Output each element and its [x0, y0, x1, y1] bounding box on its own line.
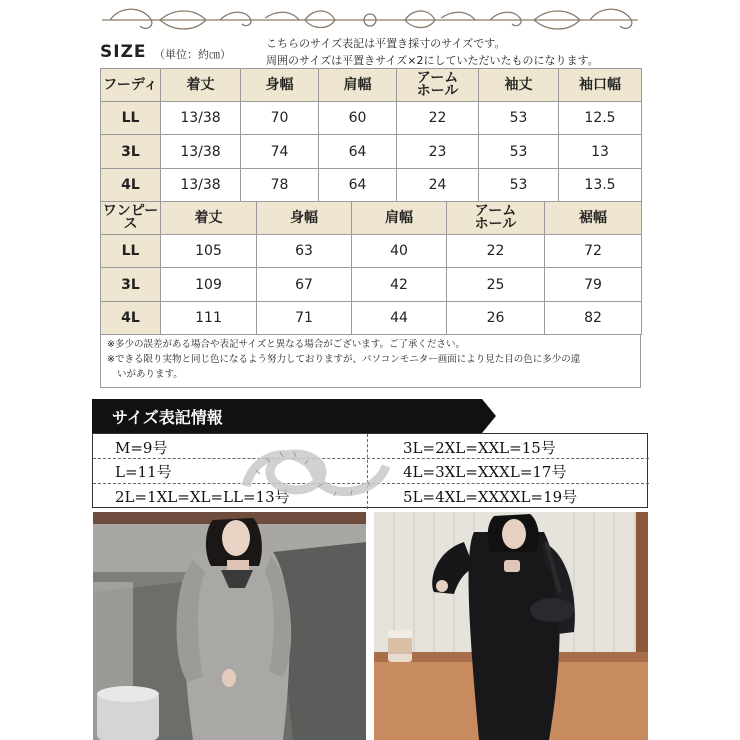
- table-cell: 72: [545, 235, 642, 268]
- size-info-title: サイズ表記情報: [112, 408, 223, 427]
- measuring-tape-icon: [236, 436, 396, 502]
- table-cell: 53: [479, 102, 559, 135]
- size-label: 4L: [101, 169, 161, 202]
- table-cell: 60: [319, 102, 397, 135]
- remarks-box: [100, 334, 641, 388]
- hoodie-size-table: [100, 68, 642, 202]
- table-cell: 40: [352, 235, 447, 268]
- size-label: LL: [101, 235, 161, 268]
- table-cell: 22: [447, 235, 545, 268]
- size-equivalence: 2L=1XL=XL=LL=13号: [115, 488, 290, 506]
- size-title: SIZE: [100, 42, 147, 62]
- table-cell: 78: [241, 169, 319, 202]
- size-label: LL: [101, 102, 161, 135]
- size-equivalence: L=11号: [115, 463, 172, 481]
- table-cell: 44: [352, 302, 447, 335]
- size-equivalence: 3L=2XL=XXL=15号: [403, 439, 556, 457]
- measurement-note-1: こちらのサイズ表記は平置き採寸のサイズです。: [266, 37, 506, 50]
- table-cell: 71: [257, 302, 352, 335]
- table-cell: 13/38: [161, 102, 241, 135]
- table-cell: 26: [447, 302, 545, 335]
- table-cell: 12.5: [559, 102, 642, 135]
- column-header: 肩幅: [319, 69, 397, 102]
- dress-label: ワンピース: [101, 202, 161, 235]
- column-header: 裾幅: [545, 202, 642, 235]
- table-row: [101, 268, 642, 302]
- table-cell: 53: [479, 169, 559, 202]
- size-label: 3L: [101, 135, 161, 169]
- table-cell: 82: [545, 302, 642, 335]
- column-header: 身幅: [257, 202, 352, 235]
- table-cell: 24: [397, 169, 479, 202]
- table-cell: 63: [257, 235, 352, 268]
- table-cell: 74: [241, 135, 319, 169]
- column-header: アーム ホール: [447, 202, 545, 235]
- table-cell: 64: [319, 169, 397, 202]
- table-cell: 53: [479, 135, 559, 169]
- column-header: 袖丈: [479, 69, 559, 102]
- size-info-banner: [92, 399, 648, 433]
- table-cell: 13: [559, 135, 642, 169]
- table-header-row: [101, 69, 642, 102]
- hoodie-label: フーディ: [101, 69, 161, 102]
- remark-line: ※できる限り実物と同じ色になるよう努力しておりますが、パソコンモニター画面により見た目の色に多少の違: [107, 354, 581, 365]
- table-cell: 105: [161, 235, 257, 268]
- size-label: 3L: [101, 268, 161, 302]
- column-header: 身幅: [241, 69, 319, 102]
- measurement-note-2: 周囲のサイズは平置きサイズ×2にしていただいたものになります。: [266, 54, 599, 67]
- remark-line: いがあります。: [117, 369, 183, 380]
- table-cell: 13/38: [161, 169, 241, 202]
- table-row: [101, 235, 642, 268]
- column-header: アーム ホール: [397, 69, 479, 102]
- decorative-ornament: [100, 6, 640, 34]
- table-cell: 23: [397, 135, 479, 169]
- table-row: [101, 102, 642, 135]
- table-row: [101, 135, 642, 169]
- model-black-hoodie-dress-photo: [374, 512, 648, 740]
- column-header: 着丈: [161, 69, 241, 102]
- dress-size-table: [100, 201, 642, 335]
- remark-line: ※多少の誤差がある場合や表記サイズと異なる場合がございます。ご了承ください。: [107, 339, 465, 350]
- table-cell: 22: [397, 102, 479, 135]
- table-cell: 67: [257, 268, 352, 302]
- table-header-row: [101, 202, 642, 235]
- size-equivalence: 5L=4XL=XXXXL=19号: [403, 488, 578, 506]
- table-cell: 42: [352, 268, 447, 302]
- table-cell: 13/38: [161, 135, 241, 169]
- table-cell: 25: [447, 268, 545, 302]
- column-header: 袖口幅: [559, 69, 642, 102]
- size-label: 4L: [101, 302, 161, 335]
- column-header: 着丈: [161, 202, 257, 235]
- column-header: 肩幅: [352, 202, 447, 235]
- model-gray-hoodie-dress-photo: [93, 512, 366, 740]
- table-cell: 64: [319, 135, 397, 169]
- table-cell: 79: [545, 268, 642, 302]
- size-equivalence: M=9号: [115, 439, 168, 457]
- table-row: [101, 302, 642, 335]
- table-row: [101, 169, 642, 202]
- table-cell: 109: [161, 268, 257, 302]
- banner-arrow-shape: [468, 399, 648, 433]
- size-equivalence: 4L=3XL=XXXL=17号: [403, 463, 567, 481]
- table-cell: 70: [241, 102, 319, 135]
- unit-label: （単位：約㎝）: [154, 48, 231, 61]
- table-cell: 111: [161, 302, 257, 335]
- table-cell: 13.5: [559, 169, 642, 202]
